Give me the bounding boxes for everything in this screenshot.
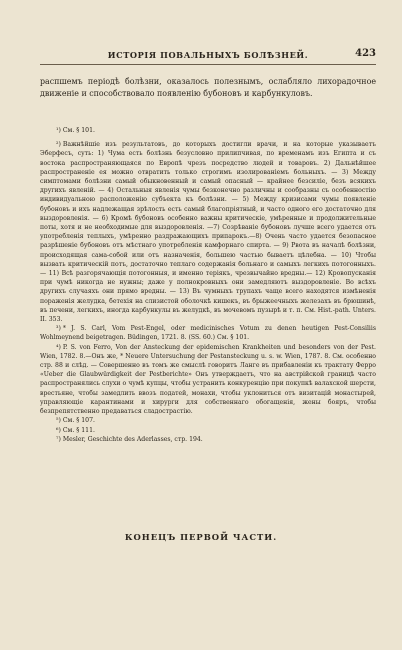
footnote-mark: ⁴) [56,343,61,351]
footnote-text: См. § 111. [62,426,95,434]
footnote-text: Mesler, Geschichte des Aderlasses, стр. 194. [62,435,203,443]
footnote [40,435,376,444]
footnote-mark: ²) [56,141,61,149]
footnote [40,426,376,435]
footnote-mark: ⁵) [56,417,61,425]
footnote-text: * J. S. Carl, Vom Pest-Engel, oder medicinisches Votum zu denen heutigen Pest-Consiliis Wohlmeynend beigetragen. Büdingen, 1721. 8. (SS. 60.) См. § 101. [40,325,376,342]
page-number: 423 [355,48,376,59]
footnote [40,324,376,342]
footnote [40,416,376,425]
part-end-title: КОНЕЦЪ ПЕРВОЙ ЧАСТИ. [124,532,278,542]
footnote-mark: ⁶) [56,426,61,434]
body-text: распшемъ періодѣ болѣзни, оказалось полезнымъ, ослабляло лихорадочное движеніе и способствовало появленію бубоновъ и карбункуловъ. [40,77,376,98]
page-header [40,48,376,65]
footnote [40,126,376,135]
footnote-mark: ³) [56,325,61,333]
footnote-text: См. § 101. [62,127,95,134]
footnote-text: Важнѣйшіе изъ результатовъ, до которыхъ достигли врачи, и на которые указываетъ Эберфесъ, суть: 1) Чума есть болѣзнь безусловно прилипчивая, по временамъ изъ Египта и съ востока распространяющаяся по Европѣ чрезъ посредство людей и товаровъ. 2) Дальнѣйшее распространеніе ея можно отвратить только строгимъ изолированіемъ больныхъ. — 3) Между симптомами болѣзни самый обыкновенный и самый опасный — крайнее безсиліе, безъ всякихъ другихъ явленій. — 4) Остальныя явленія чумы безконечно различны и сообразны съ особенностію индивидуальною расположенію субъекта къ болѣзни. — 5) Между кризисами чумы появленіе бубоновъ и ихъ надлежащая зрѣлость есть самый благопріятный, и часто одного его достаточно для выздоровленія. — 6) Кромѣ бубоновъ особенно важны критическіе, умѣренные и продолжительные поты, хотя и не необходимые для выздоровленія. —7) Созрѣваніе бубоновъ лучше всего удается отъ употребленія теплыхъ, умѣренно раздражающихъ припарокъ.—8) Очень часто удается безопасное разрѣшеніе бубоновъ отъ мѣстнаго употребленія камфорнаго спирта. — 9) Рвота въ началѣ болѣзни, происходящая сама-собой или отъ назначенія, большею частью бываетъ цѣлебна. — 10) Чтобы вызвать критическій потъ, достаточно теплаго содержанія больнаго и самыхъ легкихъ потогонныхъ. — 11) Всѣ разгорячающія потогонныя, и именно теріякъ, чрезвычайно вредны.— 12) Кровопусканія при чумѣ никогда не нужны; даже у полнокровныхъ они замедляютъ выздоровленіе. Во всѣхъ другихъ случаяхъ они прямо вредны. — 13) Въ чумныхъ трупахъ чаще всего находятся измѣненія пораженія желудка, бетехія на слизистой оболочкѣ кишекъ, въ брыжеечныхъ железахъ въ брюшинѣ, въ печени, легкихъ, иногда карбункулы въ желудкѣ, въ мочевомъ пузырѣ и т. п. См. Hist.-path. Unters. II. 353. [40,141,376,324]
footnote [40,343,376,417]
footnote-mark: ⁷) [56,435,61,443]
running-title: ИСТОРІЯ ПОВАЛЬНЫХЪ БОЛѢЗНЕЙ. [107,50,309,60]
footnotes [40,126,376,444]
body-paragraph [40,76,376,100]
footnote-text: P. S. von Ferro, Von der Ansteckung der epidemischen Krankheiten und besonders von der Pest. Wien, 1782. 8.—Онъ же, * Neuere Untersuchung der Pestansteckung u. s. w. Wien, 1787. 8. См. особенно стр. 88 и слѣд. — Совершенно въ томъ же смыслѣ говоритъ Ланге въ прибавленіи къ трактату Ферро «Ueber die Glaubwürdigkeit der Pestberichte» Онъ утверждаетъ, что на австрійской границѣ часто распространялись слухи о чумѣ купцы, чтобы устранить конкуренцію при покупкѣ валахской шерсти, врестьяне, чтобы замедлить ввозъ податей, монахи, чтобы уклониться отъ визитацій монастырей, управляющіе карантинами и хирурги для собственнаго обогащенія, жены бояръ, чтобы безпрепятственно предаваться сладострастію. [40,343,376,416]
footnote-mark: ¹) [56,127,61,134]
footnote [40,140,376,324]
footnote-text: См. § 107. [62,417,95,425]
